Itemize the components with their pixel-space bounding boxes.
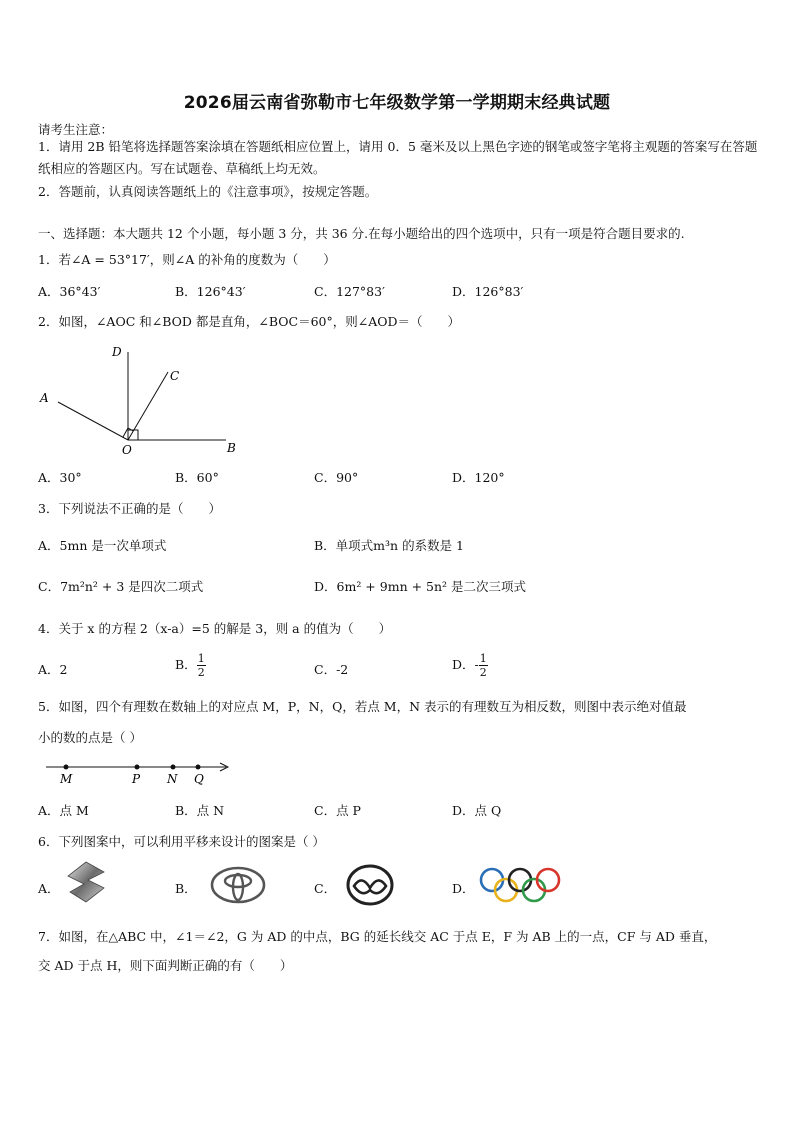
angle-figure <box>36 340 246 460</box>
question-7-stem-line-1: 7．如图，在△ABC 中，∠1＝∠2，G 为 AD 的中点，BG 的延长线交 AC 于点 E，F 为 AB 上的一点，CF 与 AD 垂直， <box>38 929 717 944</box>
q3-option-b[interactable]: B．单项式m³n 的系数是 1 <box>314 538 465 553</box>
point-m-label: M <box>60 772 73 786</box>
label-a: A <box>40 391 49 405</box>
question-7-stem-line-2: 交 AD 于点 H，则下面判断正确的有（ ） <box>38 958 293 973</box>
q1-option-a[interactable]: A．36°43′ <box>38 284 101 299</box>
q5-option-c[interactable]: C．点 P <box>314 803 361 818</box>
q5-option-a[interactable]: A．点 M <box>38 803 89 818</box>
question-6-stem: 6．下列图案中，可以利用平移来设计的图案是（ ） <box>38 834 325 849</box>
label-c: C <box>170 369 180 383</box>
fraction-one-half <box>479 652 488 679</box>
suzuki-logo-icon <box>64 860 108 904</box>
exam-title: 2026届云南省弥勒市七年级数学第一学期期末经典试题 <box>183 93 611 113</box>
question-4-stem: 4．关于 x 的方程 2（x-a）=5 的解是 3，则 a 的值为（ ） <box>38 621 392 636</box>
question-3-stem: 3．下列说法不正确的是（ ） <box>38 501 221 516</box>
mazda-logo-icon <box>346 864 394 906</box>
q5-option-b[interactable]: B．点 N <box>175 803 225 818</box>
q2-option-b[interactable]: B．60° <box>175 470 219 485</box>
toyota-logo-icon <box>210 866 266 904</box>
fraction-denominator: 2 <box>479 666 487 679</box>
fraction-one-half <box>197 652 206 679</box>
q6-option-d[interactable]: D． <box>452 881 475 896</box>
q1-option-b[interactable]: B．126°43′ <box>175 284 246 299</box>
q4-option-a[interactable]: A．2 <box>38 662 68 677</box>
question-5-stem-line-1: 5．如图，四个有理数在数轴上的对应点 M，P，N，Q，若点 M，N 表示的有理数互为相反数，则图中表示绝对值最 <box>38 699 687 714</box>
q1-option-c[interactable]: C．127°83′ <box>314 284 385 299</box>
q3-option-d[interactable]: D．6m² + 9mn + 5n² 是二次三项式 <box>314 579 527 594</box>
fraction-numerator: 1 <box>197 652 205 665</box>
fraction-numerator: 1 <box>479 652 487 665</box>
q4-option-d[interactable] <box>452 652 488 679</box>
q4-option-d-label: D．- <box>452 657 479 672</box>
q1-option-d[interactable]: D．126°83′ <box>452 284 524 299</box>
olympic-rings-icon <box>478 866 562 906</box>
fraction-denominator: 2 <box>197 666 205 679</box>
q6-option-c[interactable]: C． <box>314 881 337 896</box>
question-5-stem-line-2: 小的数的点是（ ） <box>38 730 142 745</box>
notice-heading: 请考生注意： <box>38 122 114 137</box>
label-d: D <box>112 345 122 359</box>
q2-option-d[interactable]: D．120° <box>452 470 505 485</box>
point-q-label: Q <box>194 772 204 786</box>
point-n-label: N <box>167 772 178 786</box>
q4-option-c[interactable]: C．-2 <box>314 662 349 677</box>
label-b: B <box>227 441 236 455</box>
q2-option-c[interactable]: C．90° <box>314 470 359 485</box>
q3-option-a[interactable]: A．5mn 是一次单项式 <box>38 538 167 553</box>
q6-option-a[interactable]: A． <box>38 881 60 896</box>
q6-option-b[interactable]: B． <box>175 881 197 896</box>
label-o: O <box>122 443 132 457</box>
notice-item-2: 2．答题前，认真阅读答题纸上的《注意事项》，按规定答题。 <box>38 184 378 199</box>
q4-option-b[interactable] <box>175 652 206 679</box>
point-p-label: P <box>132 772 141 786</box>
question-1-stem: 1．若∠A = 53°17′，则∠A 的补角的度数为（ ） <box>38 252 336 267</box>
question-2-stem: 2．如图，∠AOC 和∠BOD 都是直角，∠BOC＝60°，则∠AOD＝（ ） <box>38 314 461 329</box>
q3-option-c[interactable]: C．7m²n² + 3 是四次二项式 <box>38 579 204 594</box>
q4-option-b-label: B． <box>175 657 197 672</box>
q2-option-a[interactable]: A．30° <box>38 470 82 485</box>
q5-option-d[interactable]: D．点 Q <box>452 803 502 818</box>
section-heading: 一、选择题：本大题共 12 个小题，每小题 3 分，共 36 分.在每小题给出的四个选项中，只有一项是符合题目要求的. <box>38 226 685 241</box>
notice-item-1: 1．请用 2B 铅笔将选择题答案涂填在答题纸相应位置上，请用 0．5 毫米及以上黑色字迹的钢笔或签字笔将主观题的答案写在答题纸相应的答题区内。写在试题卷、草稿纸上均无效。 <box>38 139 758 176</box>
number-line <box>40 758 240 788</box>
